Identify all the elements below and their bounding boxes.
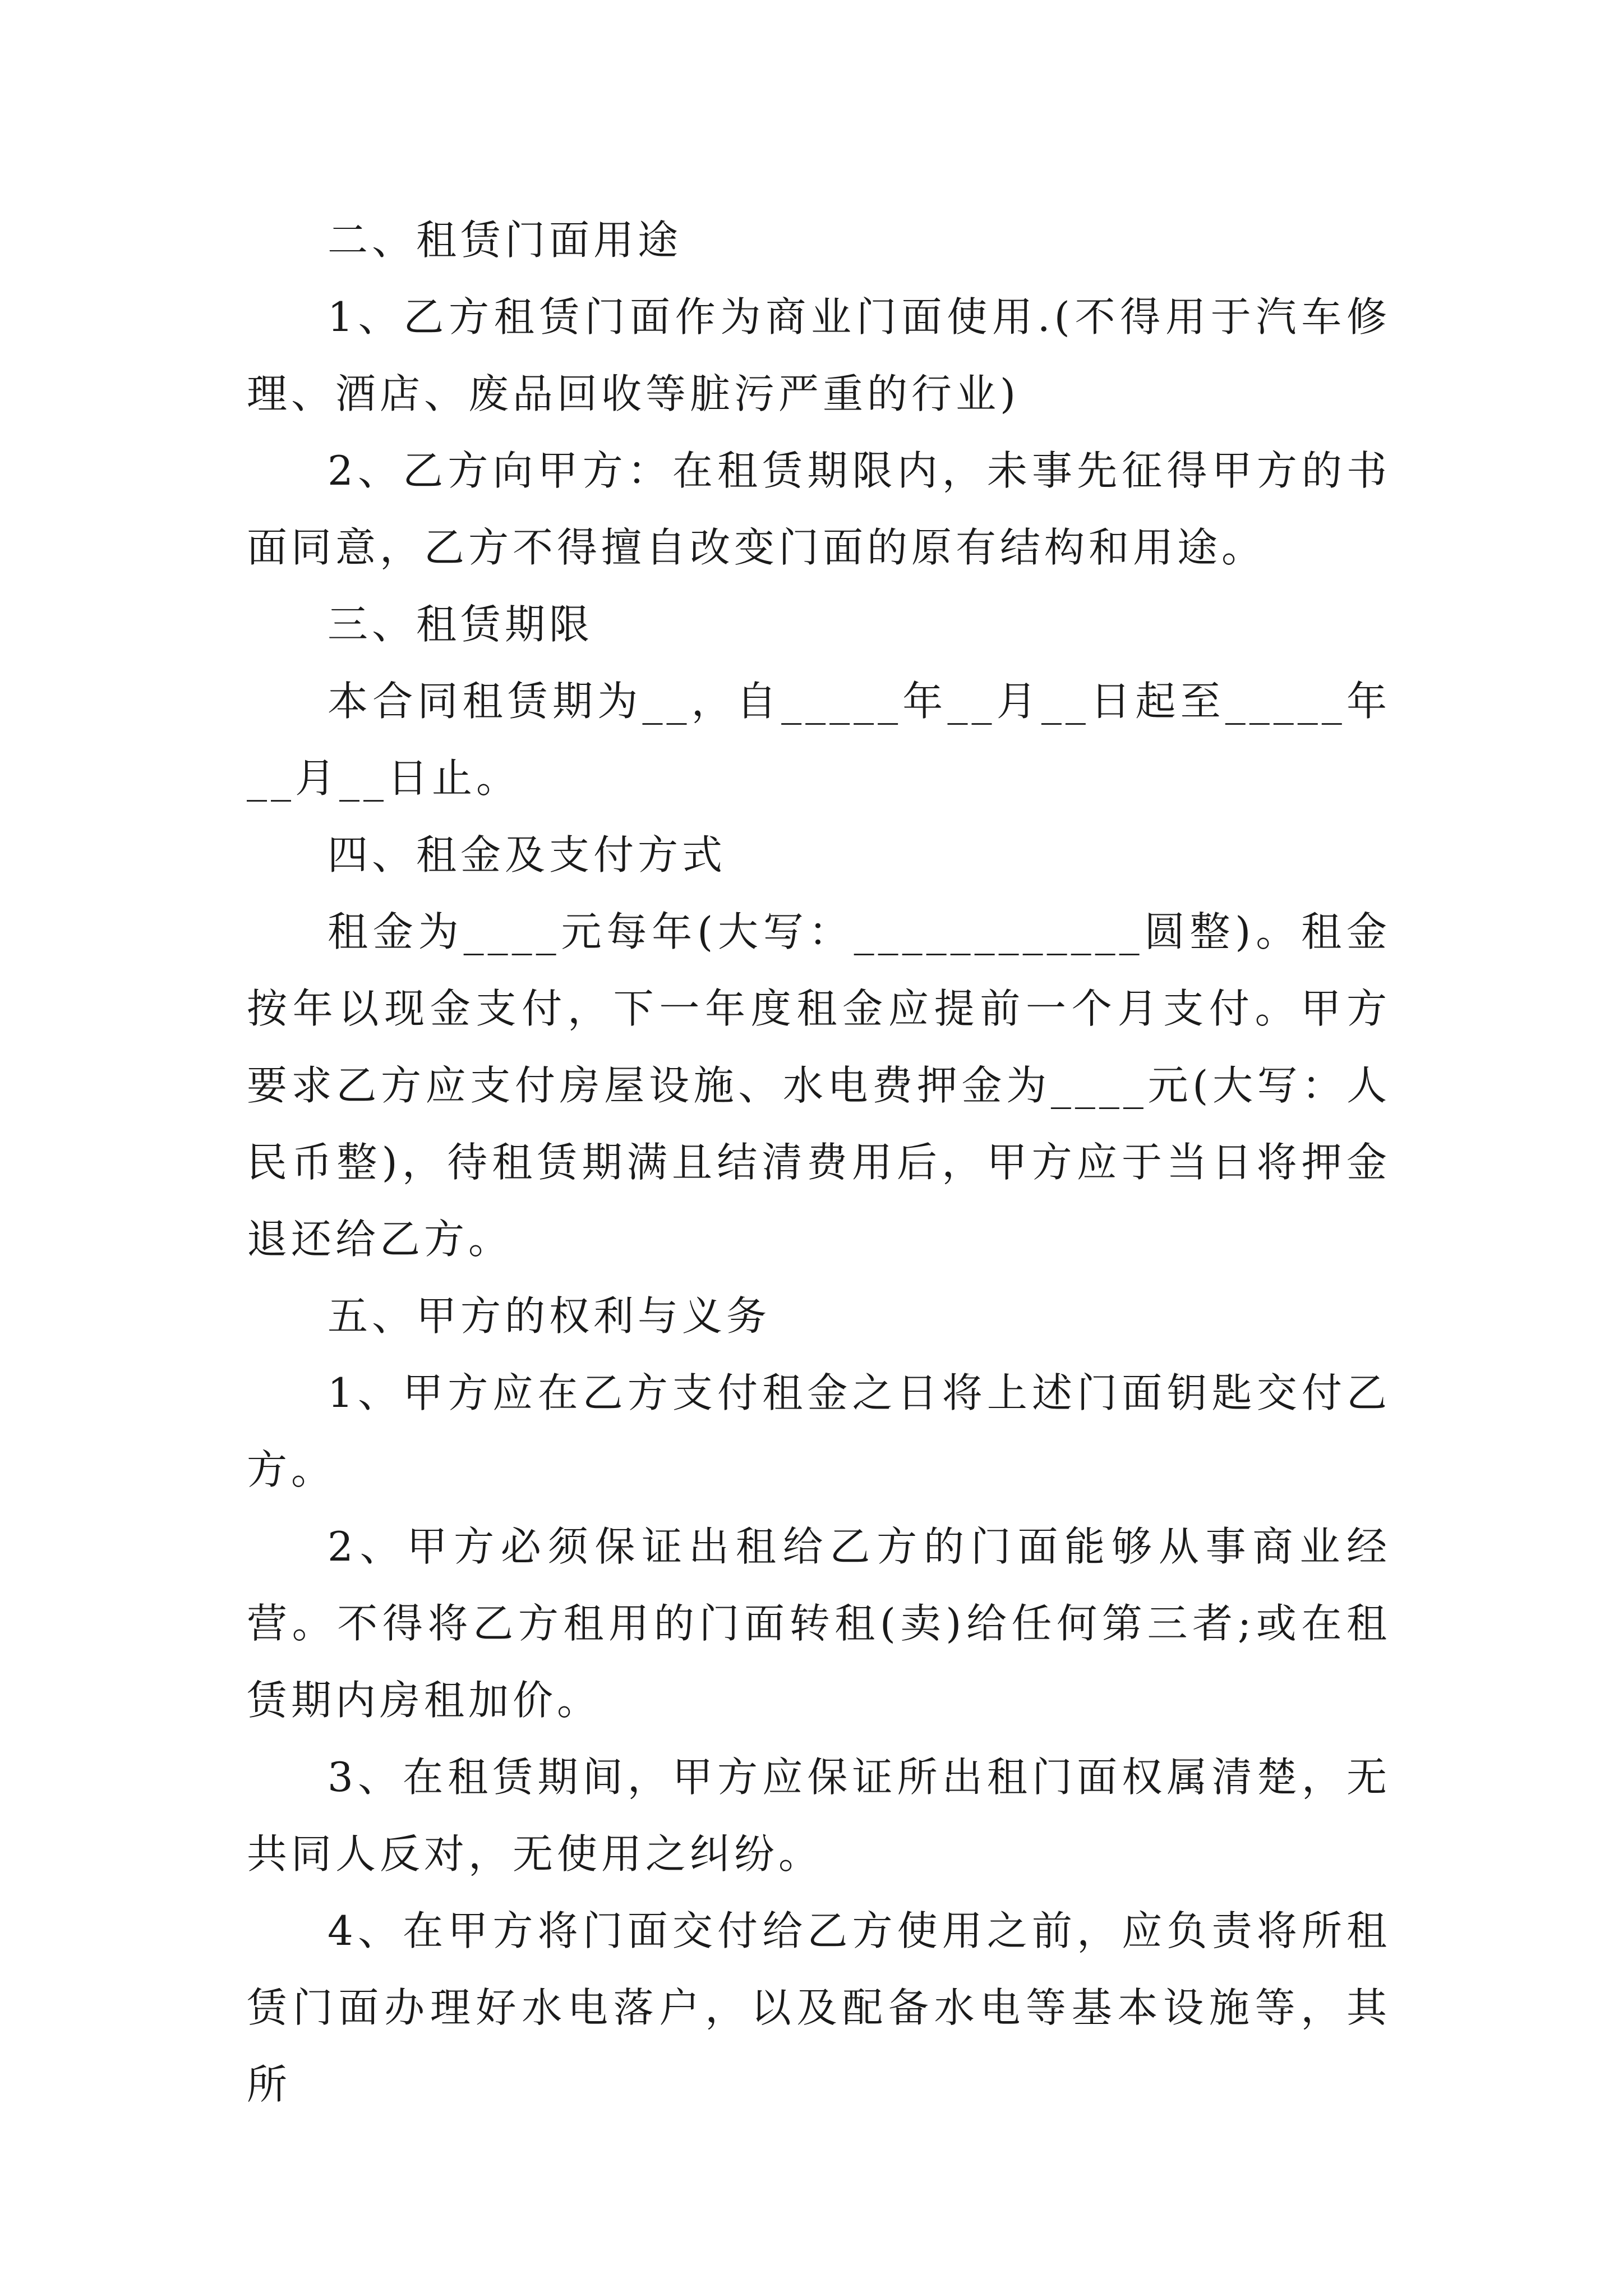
paragraph-usage-2: 2、乙方向甲方：在租赁期限内，未事先征得甲方的书面同意，乙方不得擅自改变门面的原有结构和用途。 (247, 447, 1391, 571)
paragraph-lessor-1: 1、甲方应在乙方支付租金之日将上述门面钥匙交付乙方。 (247, 1369, 1391, 1493)
paragraph-lessor-2: 2、甲方必须保证出租给乙方的门面能够从事商业经营。不得将乙方租用的门面转租(卖)给任何第三者;或在租赁期内房租加价。 (247, 1523, 1391, 1724)
paragraph-lessor-4: 4、在甲方将门面交付给乙方使用之前，应负责将所租赁门面办理好水电落户，以及配备水电等基本设施等，其所 (247, 1907, 1391, 2108)
paragraph-term: 本合同租赁期为__，自_____年__月__日起至_____年__月__日止。 (247, 678, 1391, 802)
paragraph-lessor-3: 3、在租赁期间，甲方应保证所出租门面权属清楚，无共同人反对，无使用之纠纷。 (247, 1754, 1391, 1878)
section-heading-lessor-rights: 五、甲方的权利与义务 (328, 1292, 771, 1340)
section-heading-usage: 二、租赁门面用途 (328, 217, 683, 264)
section-heading-term: 三、租赁期限 (328, 601, 594, 648)
paragraph-rent: 租金为____元每年(大写：____________圆整)。租金按年以现金支付，下一年度租金应提前一个月支付。甲方要求乙方应支付房屋设施、水电费押金为____元(大写：人民币整)，待租赁期满且结清费用后，甲方应于当日将押金退还给乙方。 (247, 908, 1391, 1263)
document-body (247, 202, 1391, 2123)
section-heading-rent: 四、租金及支付方式 (328, 831, 727, 878)
paragraph-usage-1: 1、乙方租赁门面作为商业门面使用.(不得用于汽车修理、酒店、废品回收等脏污严重的行业) (247, 293, 1391, 417)
